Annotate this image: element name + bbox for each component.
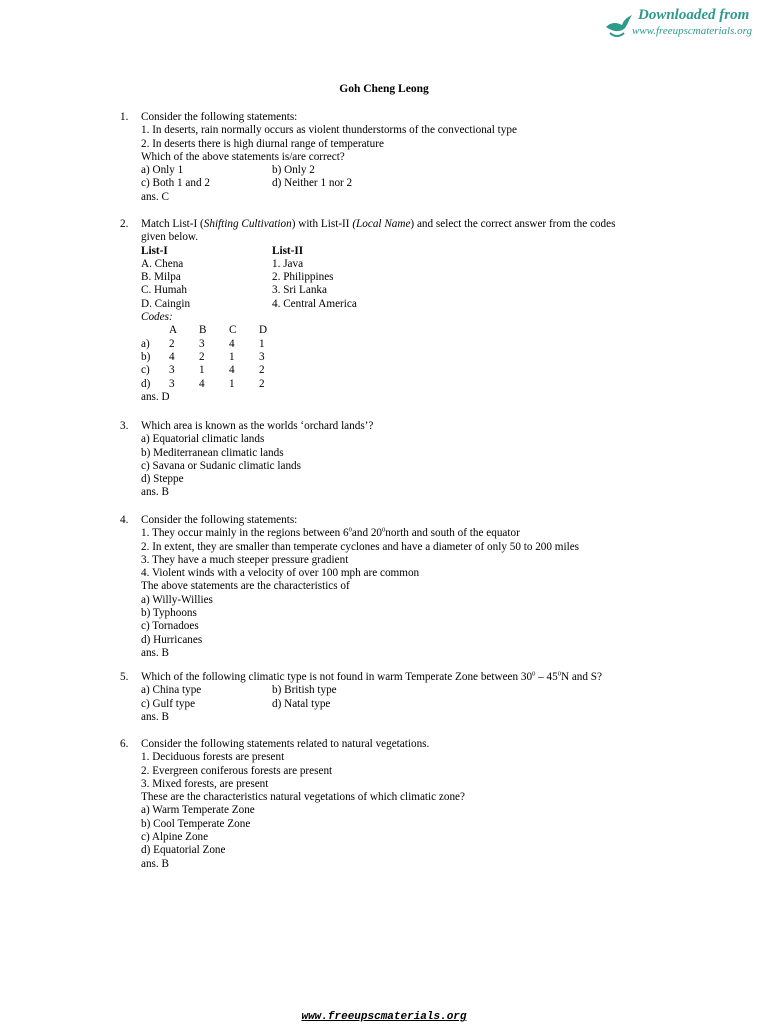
stem-part: Match List-I ( bbox=[141, 218, 204, 230]
logo-line-1: Downloaded from bbox=[638, 7, 750, 23]
option-b: b) Only 2 bbox=[272, 164, 315, 177]
option-b: b) British type bbox=[272, 684, 337, 697]
question-number: 2. bbox=[120, 218, 129, 230]
code-cell: 4 bbox=[229, 364, 235, 377]
option-a: a) Warm Temperate Zone bbox=[141, 804, 255, 817]
code-cell: d) bbox=[141, 377, 151, 390]
option-c: c) Both 1 and 2 bbox=[141, 177, 210, 190]
option-b: b) Mediterranean climatic lands bbox=[141, 446, 284, 459]
degree-mark: 0 bbox=[557, 670, 561, 678]
option-a: a) Willy-Willies bbox=[141, 593, 213, 606]
statement bbox=[141, 527, 681, 540]
option-d: d) Steppe bbox=[141, 473, 184, 486]
question-number: 3. bbox=[120, 420, 129, 432]
code-cell: 3 bbox=[169, 377, 175, 390]
code-cell: 1 bbox=[259, 337, 265, 350]
code-cell: A bbox=[169, 324, 178, 337]
option-d: d) Neither 1 nor 2 bbox=[272, 177, 353, 190]
bird-icon bbox=[604, 11, 634, 39]
codes-label: Codes: bbox=[141, 311, 173, 324]
answer: ans. B bbox=[141, 857, 169, 870]
question-ask: The above statements are the characteristics of bbox=[141, 580, 350, 593]
statement-part: and 20 bbox=[351, 527, 383, 540]
answer: ans. B bbox=[141, 710, 169, 723]
degree-mark: 0 bbox=[382, 526, 386, 534]
list-1-header: List-I bbox=[141, 244, 168, 257]
option-a: a) Equatorial climatic lands bbox=[141, 433, 265, 446]
stem-italic: (Local Name bbox=[352, 218, 411, 230]
page-title: Goh Cheng Leong bbox=[339, 83, 429, 95]
statement: 2. In extent, they are smaller than temperate cyclones and have a diameter of only 50 to 200 miles bbox=[141, 540, 580, 553]
question-number: 4. bbox=[120, 514, 129, 526]
list-1-item: D. Caingin bbox=[141, 297, 191, 310]
code-cell: 1 bbox=[229, 350, 235, 363]
option-c: c) Tornadoes bbox=[141, 620, 199, 633]
stem-part: ) and select the correct answer from the codes bbox=[410, 218, 616, 230]
option-d: d) Hurricanes bbox=[141, 633, 203, 646]
question-ask: These are the characteristics natural vegetations of which climatic zone? bbox=[141, 791, 465, 804]
code-cell: 4 bbox=[199, 377, 205, 390]
list-2-item: 2. Philippines bbox=[272, 271, 334, 284]
option-d: d) Natal type bbox=[272, 697, 331, 710]
stem-part: – 45 bbox=[535, 671, 558, 683]
question-number: 1. bbox=[120, 111, 129, 123]
stem-italic: Shifting Cultivation bbox=[203, 218, 292, 230]
code-cell: c) bbox=[141, 364, 150, 377]
header-logo[interactable] bbox=[604, 9, 764, 43]
option-c: c) Savana or Sudanic climatic lands bbox=[141, 459, 301, 472]
code-cell: 2 bbox=[199, 350, 205, 363]
question-stem: Consider the following statements related to natural vegetations. bbox=[141, 738, 430, 750]
question-stem: Consider the following statements: bbox=[141, 111, 298, 123]
code-cell: 1 bbox=[199, 364, 205, 377]
statement-part: 1. They occur mainly in the regions between 6 bbox=[141, 527, 349, 540]
question-ask: Which of the above statements is/are correct? bbox=[141, 150, 345, 163]
question-stem: Which area is known as the worlds ‘orchard lands’? bbox=[141, 420, 374, 432]
footer-link[interactable] bbox=[0, 1011, 768, 1024]
code-cell: D bbox=[259, 324, 268, 337]
code-cell: 4 bbox=[169, 350, 175, 363]
question-number: 6. bbox=[120, 738, 129, 750]
option-a: a) China type bbox=[141, 684, 202, 697]
answer: ans. B bbox=[141, 486, 169, 499]
code-row-b bbox=[141, 351, 681, 364]
code-cell: 1 bbox=[229, 377, 235, 390]
code-cell: 3 bbox=[259, 350, 265, 363]
footer-url[interactable]: www.freeupscmaterials.org bbox=[301, 1011, 467, 1023]
question-stem: Consider the following statements: bbox=[141, 514, 298, 526]
code-row-c bbox=[141, 364, 681, 377]
code-cell: b) bbox=[141, 350, 151, 363]
statement: 2. Evergreen coniferous forests are present bbox=[141, 764, 333, 777]
list-1-item: B. Milpa bbox=[141, 271, 181, 284]
question-stem-cont: given below. bbox=[141, 231, 199, 244]
statement: 1. In deserts, rain normally occurs as violent thunderstorms of the convectional type bbox=[141, 124, 517, 137]
option-c: c) Gulf type bbox=[141, 697, 196, 710]
question-stem bbox=[141, 218, 681, 231]
statement-part: north and south of the equator bbox=[385, 527, 520, 540]
stem-part: ) with List-II bbox=[291, 218, 353, 230]
codes-header bbox=[141, 324, 681, 337]
code-cell: 2 bbox=[259, 364, 265, 377]
code-cell: 2 bbox=[259, 377, 265, 390]
list-2-item: 4. Central America bbox=[272, 297, 357, 310]
statement: 3. They have a much steeper pressure gradient bbox=[141, 553, 349, 566]
code-cell: C bbox=[229, 324, 237, 337]
statement: 3. Mixed forests, are present bbox=[141, 777, 269, 790]
option-b: b) Cool Temperate Zone bbox=[141, 817, 251, 830]
option-a: a) Only 1 bbox=[141, 164, 184, 177]
code-row-a bbox=[141, 338, 681, 351]
question-number: 5. bbox=[120, 671, 129, 683]
code-cell: 3 bbox=[199, 337, 205, 350]
list-2-header: List-II bbox=[272, 244, 304, 257]
stem-part: N and S? bbox=[560, 671, 602, 683]
code-row-d bbox=[141, 378, 681, 391]
list-2-item: 3. Sri Lanka bbox=[272, 284, 327, 297]
list-2-item: 1. Java bbox=[272, 257, 304, 270]
code-cell: 4 bbox=[229, 337, 235, 350]
option-d: d) Equatorial Zone bbox=[141, 844, 226, 857]
degree-mark: 0 bbox=[532, 670, 536, 678]
code-cell: a) bbox=[141, 337, 150, 350]
answer: ans. C bbox=[141, 190, 169, 203]
answer: ans. B bbox=[141, 646, 169, 659]
statement: 2. In deserts there is high diurnal range of temperature bbox=[141, 137, 384, 150]
option-c: c) Alpine Zone bbox=[141, 831, 209, 844]
answer: ans. D bbox=[141, 390, 170, 403]
code-cell: 3 bbox=[169, 364, 175, 377]
code-cell: 2 bbox=[169, 337, 175, 350]
statement: 4. Violent winds with a velocity of over 100 mph are common bbox=[141, 567, 420, 580]
option-b: b) Typhoons bbox=[141, 607, 197, 620]
code-cell: B bbox=[199, 324, 207, 337]
degree-mark: 0 bbox=[348, 526, 352, 534]
list-1-item: A. Chena bbox=[141, 257, 184, 270]
stem-part: Which of the following climatic type is not found in warm Temperate Zone between 30 bbox=[141, 671, 533, 683]
statement: 1. Deciduous forests are present bbox=[141, 751, 285, 764]
list-1-item: C. Humah bbox=[141, 284, 187, 297]
question-stem bbox=[141, 671, 681, 684]
logo-line-2: www.freeupscmaterials.org bbox=[632, 25, 752, 37]
